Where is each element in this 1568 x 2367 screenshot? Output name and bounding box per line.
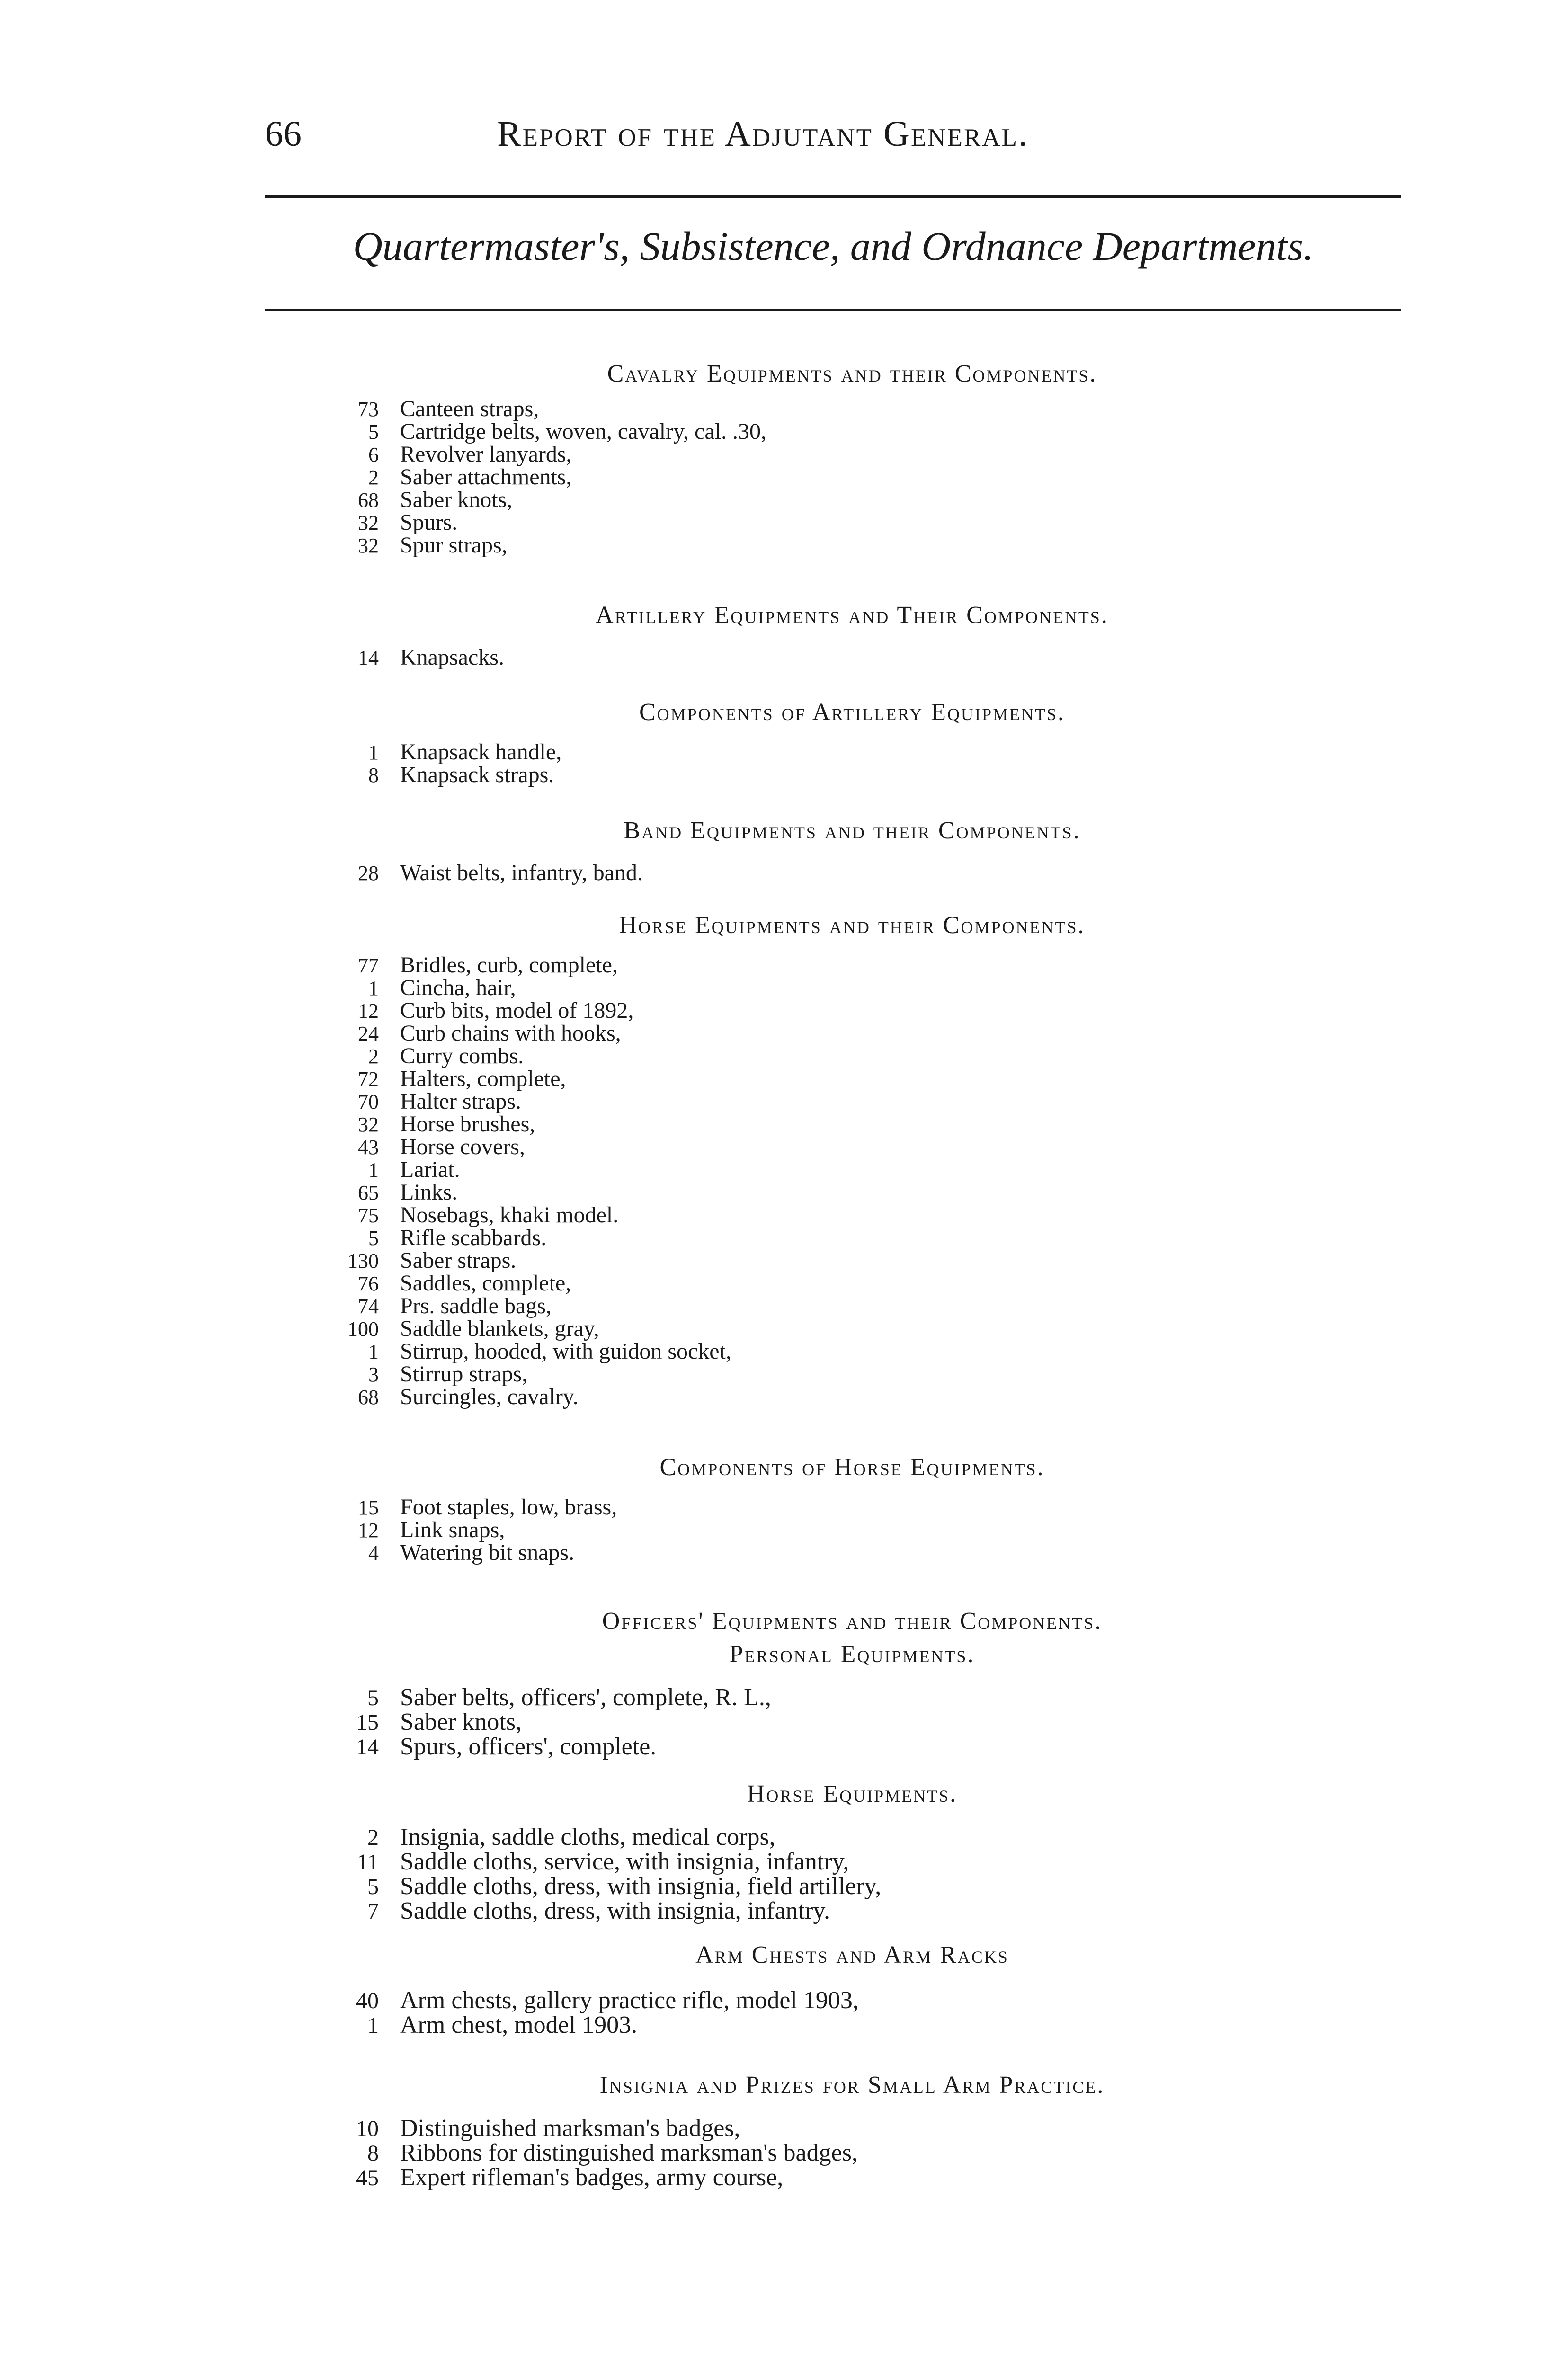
item-desc: Saddles, complete, [400,1271,571,1296]
list-item [331,534,1420,557]
section-list-insignia [331,2116,1420,2190]
list-item [331,443,1420,466]
list-item [331,1317,1420,1340]
item-qty: 32 [358,511,379,534]
item-desc: Link snaps, [400,1517,505,1542]
item-qty: 75 [358,1204,379,1227]
item-desc: Saddle cloths, dress, with insignia, field artillery, [400,1873,882,1900]
item-desc: Insignia, saddle cloths, medical corps, [400,1824,775,1851]
section-list-officers-horse [331,1825,1420,1923]
list-item [331,2013,1420,2038]
section-subheading-personal: Personal Equipments. [729,1641,975,1668]
list-item [331,420,1420,443]
item-desc: Saber straps. [400,1248,517,1273]
item-qty: 8 [368,764,379,787]
list-item [331,862,1420,884]
section-list-artillery [331,646,1420,669]
item-qty: 76 [358,1272,379,1295]
item-qty: 10 [356,2116,379,2141]
item-qty: 1 [368,977,379,1000]
item-qty: 45 [356,2165,379,2190]
item-qty: 70 [358,1090,379,1113]
section-list-officers [331,1685,1420,1759]
item-desc: Arm chest, model 1903. [400,2011,638,2038]
item-qty: 32 [358,534,379,557]
section-list-horse [331,954,1420,1408]
list-item [331,2141,1420,2165]
item-qty: 15 [358,1496,379,1519]
item-desc: Arm chests, gallery practice rifle, model 1903, [400,1987,859,2014]
item-desc: Spur straps, [400,533,508,558]
item-qty: 28 [358,862,379,885]
list-item [331,1541,1420,1564]
list-item [331,1899,1420,1923]
item-desc: Spurs. [400,510,458,535]
item-qty: 77 [358,954,379,977]
page-number: 66 [265,114,302,154]
list-item [331,954,1420,977]
item-desc: Curb bits, model of 1892, [400,998,634,1023]
list-item [331,1988,1420,2013]
list-item [331,511,1420,534]
item-qty: 1 [368,1340,379,1363]
item-desc: Nosebags, khaki model. [400,1202,619,1228]
list-item [331,1136,1420,1158]
running-head: Report of the Adjutant General. [497,114,1029,154]
item-desc: Saber belts, officers', complete, R. L., [400,1684,771,1711]
item-qty: 7 [367,1899,379,1924]
item-desc: Revolver lanyards, [400,442,572,467]
list-item [331,1249,1420,1272]
item-desc: Surcingles, cavalry. [400,1384,579,1409]
list-item [331,1710,1420,1735]
item-qty: 1 [368,1158,379,1182]
item-qty: 5 [367,1874,379,1899]
item-qty: 73 [358,398,379,421]
item-desc: Curb chains with hooks, [400,1021,621,1046]
item-qty: 2 [367,1825,379,1850]
list-item [331,1363,1420,1386]
list-item [331,1295,1420,1317]
item-desc: Rifle scabbards. [400,1225,547,1250]
list-item [331,2165,1420,2190]
item-qty: 100 [347,1317,379,1341]
item-desc: Saber attachments, [400,464,572,489]
list-item [331,646,1420,669]
item-qty: 2 [368,1045,379,1068]
item-desc: Halter straps. [400,1089,521,1114]
item-qty: 3 [368,1363,379,1386]
list-item [331,1181,1420,1204]
item-qty: 1 [367,2013,379,2038]
page-subtitle: Quartermaster's, Subsistence, and Ordnance Departments. [353,223,1314,269]
section-heading-officers-horse: Horse Equipments. [747,1780,958,1807]
item-qty: 12 [358,999,379,1023]
list-item [331,1158,1420,1181]
item-desc: Horse covers, [400,1134,525,1159]
item-desc: Saber knots, [400,487,513,512]
item-qty: 5 [368,1227,379,1250]
list-item [331,1386,1420,1408]
item-qty: 130 [347,1249,379,1272]
item-desc: Expert rifleman's badges, army course, [400,2164,784,2191]
item-qty: 8 [367,2141,379,2166]
list-item [331,977,1420,999]
item-desc: Saddle cloths, service, with insignia, infantry, [400,1848,849,1875]
item-qty: 24 [358,1022,379,1045]
list-item [331,1874,1420,1899]
list-item [331,1022,1420,1045]
item-qty: 2 [368,466,379,489]
section-heading-artillery: Artillery Equipments and Their Components. [596,602,1109,629]
item-desc: Knapsack straps. [400,762,554,787]
item-desc: Stirrup, hooded, with guidon socket, [400,1339,731,1364]
section-list-band [331,862,1420,884]
item-desc: Spurs, officers', complete. [400,1733,657,1760]
item-qty: 15 [356,1710,379,1735]
item-qty: 11 [356,1850,379,1875]
section-heading-horse-components: Components of Horse Equipments. [659,1454,1045,1481]
section-heading-officers: Officers' Equipments and their Components. [602,1608,1103,1635]
item-qty: 68 [358,1386,379,1409]
item-desc: Saddle blankets, gray, [400,1316,599,1341]
section-list-arm-chests [331,1988,1420,2038]
list-item [331,764,1420,786]
item-desc: Knapsacks. [400,645,504,670]
item-qty: 74 [358,1295,379,1318]
item-qty: 14 [356,1735,379,1760]
item-desc: Foot staples, low, brass, [400,1495,617,1520]
list-item [331,999,1420,1022]
item-qty: 14 [358,646,379,669]
item-desc: Saber knots, [400,1709,522,1735]
list-item [331,2116,1420,2141]
list-item [331,1685,1420,1710]
item-desc: Cincha, hair, [400,975,516,1000]
item-desc: Lariat. [400,1157,460,1182]
list-item [331,1068,1420,1090]
list-item [331,1204,1420,1227]
item-desc: Horse brushes, [400,1112,535,1137]
bottom-rule [265,309,1401,311]
item-desc: Saddle cloths, dress, with insignia, infantry. [400,1897,830,1924]
list-item [331,1850,1420,1874]
item-qty: 5 [368,420,379,444]
list-item [331,1496,1420,1519]
list-item [331,1340,1420,1363]
item-desc: Cartridge belts, woven, cavalry, cal. .30, [400,419,766,444]
section-heading-artillery-components: Components of Artillery Equipments. [639,699,1065,726]
list-item [331,1113,1420,1136]
item-qty: 43 [358,1136,379,1159]
section-heading-horse: Horse Equipments and their Components. [619,912,1086,939]
item-qty: 68 [358,489,379,512]
item-desc: Watering bit snaps. [400,1540,575,1565]
list-item [331,1735,1420,1759]
list-item [331,1227,1420,1249]
list-item [331,398,1420,420]
section-list-horse-components [331,1496,1420,1564]
section-list-cavalry [331,398,1420,557]
item-desc: Waist belts, infantry, band. [400,860,643,885]
item-qty: 12 [358,1519,379,1542]
item-qty: 65 [358,1181,379,1204]
list-item [331,1825,1420,1850]
top-rule [265,195,1401,198]
section-heading-band: Band Equipments and their Components. [624,817,1081,844]
item-desc: Curry combs. [400,1043,524,1068]
item-desc: Links. [400,1180,458,1205]
list-item [331,1272,1420,1295]
item-desc: Stirrup straps, [400,1361,528,1387]
item-desc: Halters, complete, [400,1066,566,1091]
item-desc: Prs. saddle bags, [400,1293,552,1318]
item-desc: Bridles, curb, complete, [400,952,618,978]
list-item [331,1090,1420,1113]
list-item [331,489,1420,511]
item-desc: Canteen straps, [400,396,539,421]
item-qty: 1 [368,741,379,764]
item-qty: 32 [358,1113,379,1136]
section-heading-insignia: Insignia and Prizes for Small Arm Practice. [599,2072,1105,2099]
item-desc: Distinguished marksman's badges, [400,2115,740,2142]
item-desc: Ribbons for distinguished marksman's badges, [400,2139,858,2166]
list-item [331,1045,1420,1068]
list-item [331,741,1420,764]
item-qty: 5 [367,1685,379,1710]
item-qty: 4 [368,1541,379,1565]
item-desc: Knapsack handle, [400,739,562,765]
section-heading-arm-chests: Arm Chests and Arm Racks [695,1941,1009,1968]
section-list-artillery-components [331,741,1420,786]
item-qty: 6 [368,443,379,466]
section-heading-cavalry: Cavalry Equipments and their Components. [607,360,1097,387]
item-qty: 72 [358,1068,379,1091]
item-qty: 40 [356,1988,379,2013]
list-item [331,466,1420,489]
list-item [331,1519,1420,1541]
